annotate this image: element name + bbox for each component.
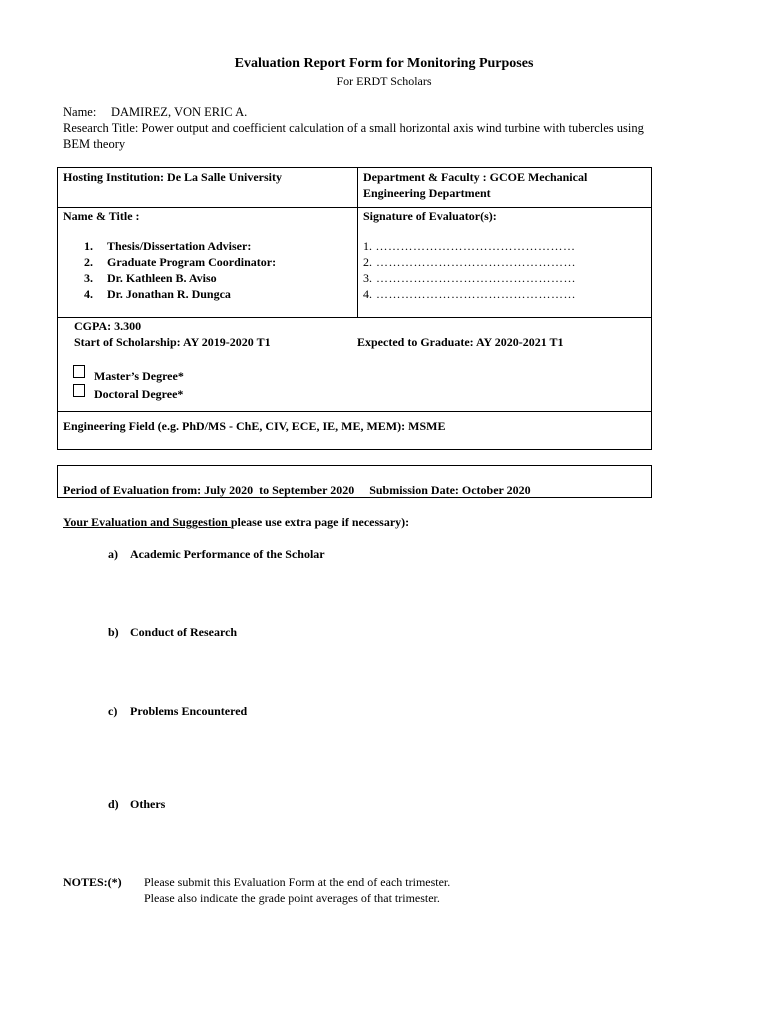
evaluator-item: 4. Dr. Jonathan R. Dungca — [84, 287, 231, 301]
signature-line[interactable]: 2. ………………………………………… — [363, 255, 576, 269]
signature-line[interactable]: 1. ………………………………………… — [363, 239, 576, 253]
evaluator-item: 2. Graduate Program Coordinator: — [84, 255, 277, 269]
notes-line-1: Please submit this Evaluation Form at the end of each trimester. — [144, 875, 451, 889]
name-title-label: Name & Title : — [63, 209, 140, 223]
cgpa: CGPA: 3.300 — [74, 319, 142, 333]
department-line-1: Department & Faculty : GCOE Mechanical — [363, 170, 588, 184]
form-title: Evaluation Report Form for Monitoring Purposes — [234, 56, 534, 71]
engineering-field: Engineering Field (e.g. PhD/MS - ChE, CIV, ECE, IE, ME, MEM): MSME — [63, 419, 446, 433]
department-line-2: Engineering Department — [363, 186, 491, 200]
research-title-line-2: BEM theory — [63, 137, 126, 151]
masters-degree-checkbox[interactable] — [73, 365, 85, 378]
signature-label: Signature of Evaluator(s): — [363, 209, 497, 223]
evaluation-heading — [63, 514, 409, 530]
doctoral-degree-checkbox[interactable] — [73, 384, 85, 397]
signature-lines — [363, 238, 576, 302]
evaluation-item-academic: a) Academic Performance of the Scholar — [108, 547, 325, 561]
doctoral-degree-label: Doctoral Degree* — [94, 387, 184, 401]
evaluation-item-research: b) Conduct of Research — [108, 625, 238, 639]
expected-to-graduate: Expected to Graduate: AY 2020-2021 T1 — [357, 335, 564, 349]
evaluation-item-problems: c) Problems Encountered — [108, 704, 248, 718]
period-of-evaluation: Period of Evaluation from: July 2020 to September 2020 Submission Date: October 2020 — [63, 483, 531, 497]
start-of-scholarship: Start of Scholarship: AY 2019-2020 T1 — [74, 335, 271, 349]
evaluation-heading-rest: please use extra page if necessary): — [230, 515, 410, 529]
name-label: Name: — [63, 105, 97, 119]
notes-label: NOTES:(*) — [63, 875, 122, 889]
research-title — [63, 120, 703, 152]
evaluator-item: 1. Thesis/Dissertation Adviser: — [84, 239, 252, 253]
notes-line-2: Please also indicate the grade point averages of that trimester. — [144, 891, 440, 905]
scholar-name-line — [63, 104, 247, 120]
hosting-institution: Hosting Institution: De La Salle University — [63, 170, 283, 184]
info-table — [57, 167, 652, 450]
evaluator-item: 3. Dr. Kathleen B. Aviso — [84, 271, 217, 285]
evaluation-heading-underlined: Your Evaluation and Suggestion — [63, 515, 231, 529]
signature-line[interactable]: 3. ………………………………………… — [363, 271, 576, 285]
masters-degree-label: Master’s Degree* — [94, 369, 184, 383]
evaluator-list — [84, 238, 276, 302]
signature-line[interactable]: 4. ………………………………………… — [363, 287, 576, 301]
research-title-line-1: Research Title: Power output and coefficient calculation of a small horizontal axis wind turbine with tubercles using — [63, 121, 644, 135]
department-faculty — [363, 169, 587, 201]
name-value: DAMIREZ, VON ERIC A. — [111, 105, 248, 119]
notes-text — [144, 874, 450, 906]
form-subtitle: For ERDT Scholars — [336, 74, 432, 88]
evaluation-item-others: d) Others — [108, 797, 166, 811]
